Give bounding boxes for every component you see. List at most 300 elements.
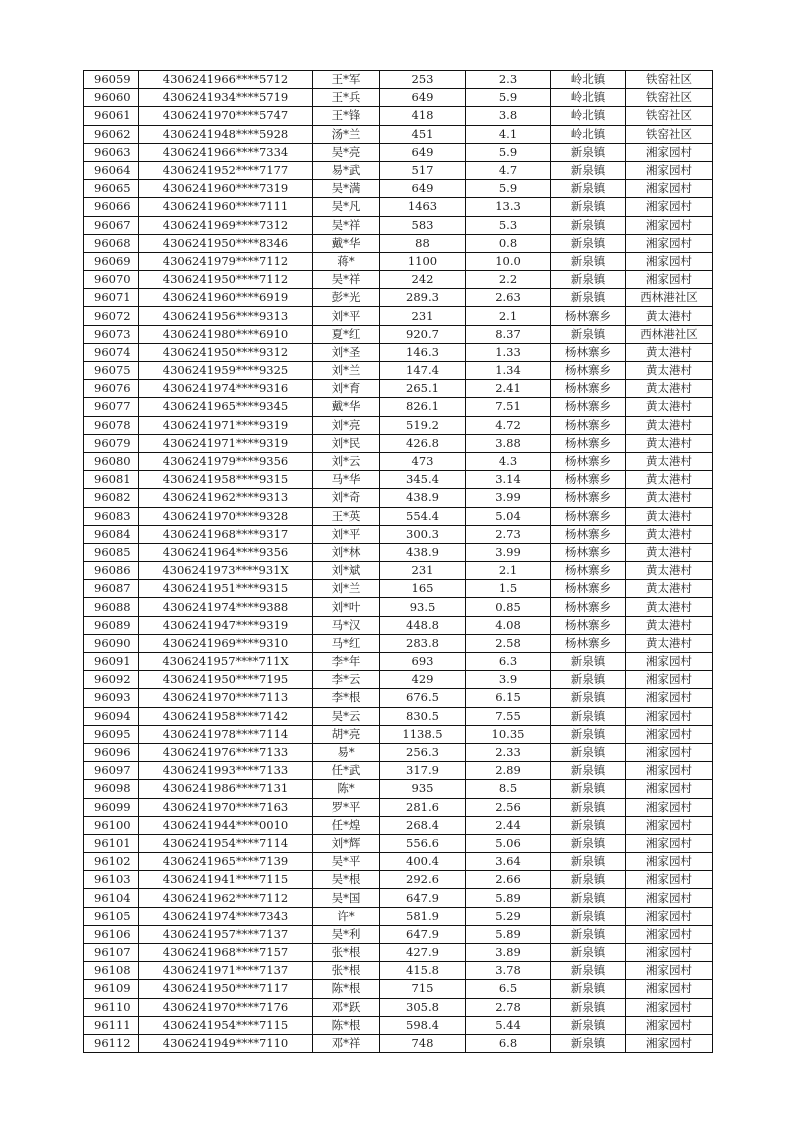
amount-cell: 427.9 bbox=[380, 944, 466, 962]
amount-cell: 935 bbox=[380, 780, 466, 798]
table-row bbox=[84, 71, 713, 89]
person-name-cell: 戴*华 bbox=[313, 234, 380, 252]
amount-cell: 268.4 bbox=[380, 816, 466, 834]
row-id-cell: 96111 bbox=[84, 1016, 139, 1034]
id-number-cell: 4306241976****7133 bbox=[139, 743, 313, 761]
township-cell: 新泉镇 bbox=[551, 998, 626, 1016]
id-number-cell: 4306241974****9388 bbox=[139, 598, 313, 616]
township-cell: 杨林寨乡 bbox=[551, 362, 626, 380]
quantity-cell: 1.5 bbox=[466, 580, 551, 598]
amount-cell: 649 bbox=[380, 180, 466, 198]
quantity-cell: 5.44 bbox=[466, 1016, 551, 1034]
village-cell: 铁窑社区 bbox=[626, 89, 713, 107]
table-row bbox=[84, 89, 713, 107]
quantity-cell: 1.33 bbox=[466, 343, 551, 361]
quantity-cell: 2.44 bbox=[466, 816, 551, 834]
village-cell: 湘家园村 bbox=[626, 689, 713, 707]
row-id-cell: 96074 bbox=[84, 343, 139, 361]
amount-cell: 93.5 bbox=[380, 598, 466, 616]
amount-cell: 429 bbox=[380, 671, 466, 689]
village-cell: 湘家园村 bbox=[626, 798, 713, 816]
village-cell: 黄太港村 bbox=[626, 362, 713, 380]
table-row bbox=[84, 525, 713, 543]
amount-cell: 647.9 bbox=[380, 925, 466, 943]
id-number-cell: 4306241974****9316 bbox=[139, 380, 313, 398]
amount-cell: 1463 bbox=[380, 198, 466, 216]
township-cell: 新泉镇 bbox=[551, 234, 626, 252]
row-id-cell: 96059 bbox=[84, 71, 139, 89]
person-name-cell: 刘*平 bbox=[313, 525, 380, 543]
amount-cell: 826.1 bbox=[380, 398, 466, 416]
row-id-cell: 96100 bbox=[84, 816, 139, 834]
township-cell: 杨林寨乡 bbox=[551, 507, 626, 525]
township-cell: 新泉镇 bbox=[551, 907, 626, 925]
person-name-cell: 马*华 bbox=[313, 471, 380, 489]
person-name-cell: 吴*祥 bbox=[313, 216, 380, 234]
township-cell: 杨林寨乡 bbox=[551, 525, 626, 543]
id-number-cell: 4306241971****9319 bbox=[139, 416, 313, 434]
id-number-cell: 4306241966****5712 bbox=[139, 71, 313, 89]
person-name-cell: 易*武 bbox=[313, 161, 380, 179]
row-id-cell: 96103 bbox=[84, 871, 139, 889]
row-id-cell: 96089 bbox=[84, 616, 139, 634]
quantity-cell: 0.85 bbox=[466, 598, 551, 616]
village-cell: 湘家园村 bbox=[626, 907, 713, 925]
id-number-cell: 4306241979****9356 bbox=[139, 452, 313, 470]
quantity-cell: 6.8 bbox=[466, 1034, 551, 1052]
table-row bbox=[84, 653, 713, 671]
quantity-cell: 5.89 bbox=[466, 889, 551, 907]
person-name-cell: 陈*根 bbox=[313, 1016, 380, 1034]
row-id-cell: 96063 bbox=[84, 143, 139, 161]
table-row bbox=[84, 143, 713, 161]
id-number-cell: 4306241957****7137 bbox=[139, 925, 313, 943]
quantity-cell: 6.3 bbox=[466, 653, 551, 671]
village-cell: 黄太港村 bbox=[626, 562, 713, 580]
quantity-cell: 2.3 bbox=[466, 71, 551, 89]
row-id-cell: 96106 bbox=[84, 925, 139, 943]
township-cell: 新泉镇 bbox=[551, 925, 626, 943]
quantity-cell: 3.99 bbox=[466, 489, 551, 507]
quantity-cell: 4.72 bbox=[466, 416, 551, 434]
id-number-cell: 4306241969****9310 bbox=[139, 634, 313, 652]
township-cell: 新泉镇 bbox=[551, 816, 626, 834]
township-cell: 新泉镇 bbox=[551, 944, 626, 962]
township-cell: 新泉镇 bbox=[551, 689, 626, 707]
quantity-cell: 4.7 bbox=[466, 161, 551, 179]
person-name-cell: 彭*光 bbox=[313, 289, 380, 307]
village-cell: 黄太港村 bbox=[626, 398, 713, 416]
id-number-cell: 4306241986****7131 bbox=[139, 780, 313, 798]
table-row bbox=[84, 307, 713, 325]
township-cell: 新泉镇 bbox=[551, 1016, 626, 1034]
person-name-cell: 刘*奇 bbox=[313, 489, 380, 507]
data-table bbox=[83, 70, 713, 1053]
township-cell: 杨林寨乡 bbox=[551, 562, 626, 580]
amount-cell: 448.8 bbox=[380, 616, 466, 634]
id-number-cell: 4306241971****9319 bbox=[139, 434, 313, 452]
village-cell: 湘家园村 bbox=[626, 252, 713, 270]
quantity-cell: 10.35 bbox=[466, 725, 551, 743]
table-row bbox=[84, 816, 713, 834]
table-row bbox=[84, 198, 713, 216]
village-cell: 湘家园村 bbox=[626, 1016, 713, 1034]
table-row bbox=[84, 689, 713, 707]
id-number-cell: 4306241960****7319 bbox=[139, 180, 313, 198]
village-cell: 湘家园村 bbox=[626, 653, 713, 671]
township-cell: 岭北镇 bbox=[551, 71, 626, 89]
id-number-cell: 4306241950****9312 bbox=[139, 343, 313, 361]
amount-cell: 649 bbox=[380, 143, 466, 161]
row-id-cell: 96090 bbox=[84, 634, 139, 652]
township-cell: 杨林寨乡 bbox=[551, 307, 626, 325]
quantity-cell: 2.73 bbox=[466, 525, 551, 543]
quantity-cell: 2.89 bbox=[466, 762, 551, 780]
township-cell: 杨林寨乡 bbox=[551, 380, 626, 398]
person-name-cell: 任*武 bbox=[313, 762, 380, 780]
person-name-cell: 吴*凡 bbox=[313, 198, 380, 216]
quantity-cell: 5.9 bbox=[466, 89, 551, 107]
township-cell: 新泉镇 bbox=[551, 216, 626, 234]
quantity-cell: 7.51 bbox=[466, 398, 551, 416]
amount-cell: 165 bbox=[380, 580, 466, 598]
township-cell: 新泉镇 bbox=[551, 871, 626, 889]
township-cell: 新泉镇 bbox=[551, 834, 626, 852]
person-name-cell: 吴*国 bbox=[313, 889, 380, 907]
row-id-cell: 96101 bbox=[84, 834, 139, 852]
table-row bbox=[84, 671, 713, 689]
township-cell: 新泉镇 bbox=[551, 1034, 626, 1052]
person-name-cell: 刘*亮 bbox=[313, 416, 380, 434]
table-row bbox=[84, 489, 713, 507]
amount-cell: 693 bbox=[380, 653, 466, 671]
quantity-cell: 3.64 bbox=[466, 853, 551, 871]
amount-cell: 242 bbox=[380, 271, 466, 289]
quantity-cell: 13.3 bbox=[466, 198, 551, 216]
township-cell: 新泉镇 bbox=[551, 962, 626, 980]
quantity-cell: 5.9 bbox=[466, 143, 551, 161]
id-number-cell: 4306241965****9345 bbox=[139, 398, 313, 416]
village-cell: 黄太港村 bbox=[626, 507, 713, 525]
table-row bbox=[84, 907, 713, 925]
village-cell: 湘家园村 bbox=[626, 725, 713, 743]
table-row bbox=[84, 853, 713, 871]
person-name-cell: 吴*云 bbox=[313, 707, 380, 725]
village-cell: 黄太港村 bbox=[626, 416, 713, 434]
amount-cell: 519.2 bbox=[380, 416, 466, 434]
table-row bbox=[84, 707, 713, 725]
person-name-cell: 陈* bbox=[313, 780, 380, 798]
row-id-cell: 96088 bbox=[84, 598, 139, 616]
person-name-cell: 王*英 bbox=[313, 507, 380, 525]
amount-cell: 400.4 bbox=[380, 853, 466, 871]
person-name-cell: 易* bbox=[313, 743, 380, 761]
table-row bbox=[84, 271, 713, 289]
id-number-cell: 4306241971****7137 bbox=[139, 962, 313, 980]
row-id-cell: 96107 bbox=[84, 944, 139, 962]
person-name-cell: 李*云 bbox=[313, 671, 380, 689]
township-cell: 岭北镇 bbox=[551, 125, 626, 143]
village-cell: 黄太港村 bbox=[626, 380, 713, 398]
village-cell: 西林港社区 bbox=[626, 289, 713, 307]
table-row bbox=[84, 998, 713, 1016]
township-cell: 新泉镇 bbox=[551, 289, 626, 307]
table-row bbox=[84, 743, 713, 761]
row-id-cell: 96082 bbox=[84, 489, 139, 507]
person-name-cell: 刘*林 bbox=[313, 543, 380, 561]
id-number-cell: 4306241954****7114 bbox=[139, 834, 313, 852]
amount-cell: 415.8 bbox=[380, 962, 466, 980]
table-row bbox=[84, 289, 713, 307]
row-id-cell: 96084 bbox=[84, 525, 139, 543]
person-name-cell: 刘*斌 bbox=[313, 562, 380, 580]
person-name-cell: 吴*利 bbox=[313, 925, 380, 943]
row-id-cell: 96083 bbox=[84, 507, 139, 525]
row-id-cell: 96068 bbox=[84, 234, 139, 252]
village-cell: 黄太港村 bbox=[626, 452, 713, 470]
township-cell: 杨林寨乡 bbox=[551, 598, 626, 616]
village-cell: 黄太港村 bbox=[626, 525, 713, 543]
amount-cell: 598.4 bbox=[380, 1016, 466, 1034]
table-row bbox=[84, 925, 713, 943]
township-cell: 新泉镇 bbox=[551, 798, 626, 816]
amount-cell: 231 bbox=[380, 307, 466, 325]
quantity-cell: 3.9 bbox=[466, 671, 551, 689]
village-cell: 湘家园村 bbox=[626, 780, 713, 798]
quantity-cell: 5.3 bbox=[466, 216, 551, 234]
id-number-cell: 4306241950****7195 bbox=[139, 671, 313, 689]
table-row bbox=[84, 834, 713, 852]
quantity-cell: 6.15 bbox=[466, 689, 551, 707]
row-id-cell: 96064 bbox=[84, 161, 139, 179]
id-number-cell: 4306241952****7177 bbox=[139, 161, 313, 179]
row-id-cell: 96092 bbox=[84, 671, 139, 689]
amount-cell: 146.3 bbox=[380, 343, 466, 361]
township-cell: 新泉镇 bbox=[551, 762, 626, 780]
quantity-cell: 4.08 bbox=[466, 616, 551, 634]
table-row bbox=[84, 362, 713, 380]
village-cell: 湘家园村 bbox=[626, 143, 713, 161]
table-row bbox=[84, 616, 713, 634]
row-id-cell: 96065 bbox=[84, 180, 139, 198]
person-name-cell: 罗*平 bbox=[313, 798, 380, 816]
id-number-cell: 4306241964****9356 bbox=[139, 543, 313, 561]
amount-cell: 473 bbox=[380, 452, 466, 470]
village-cell: 黄太港村 bbox=[626, 343, 713, 361]
id-number-cell: 4306241949****7110 bbox=[139, 1034, 313, 1052]
quantity-cell: 1.34 bbox=[466, 362, 551, 380]
township-cell: 新泉镇 bbox=[551, 725, 626, 743]
row-id-cell: 96080 bbox=[84, 452, 139, 470]
person-name-cell: 吴*满 bbox=[313, 180, 380, 198]
amount-cell: 88 bbox=[380, 234, 466, 252]
amount-cell: 517 bbox=[380, 161, 466, 179]
row-id-cell: 96075 bbox=[84, 362, 139, 380]
table-row bbox=[84, 343, 713, 361]
row-id-cell: 96086 bbox=[84, 562, 139, 580]
person-name-cell: 李*根 bbox=[313, 689, 380, 707]
id-number-cell: 4306241970****9328 bbox=[139, 507, 313, 525]
table-row bbox=[84, 507, 713, 525]
township-cell: 新泉镇 bbox=[551, 252, 626, 270]
table-row bbox=[84, 216, 713, 234]
row-id-cell: 96091 bbox=[84, 653, 139, 671]
id-number-cell: 4306241960****6919 bbox=[139, 289, 313, 307]
row-id-cell: 96066 bbox=[84, 198, 139, 216]
table-row bbox=[84, 180, 713, 198]
table-row bbox=[84, 125, 713, 143]
row-id-cell: 96081 bbox=[84, 471, 139, 489]
table-row bbox=[84, 634, 713, 652]
table-row bbox=[84, 234, 713, 252]
amount-cell: 317.9 bbox=[380, 762, 466, 780]
id-number-cell: 4306241950****7117 bbox=[139, 980, 313, 998]
village-cell: 黄太港村 bbox=[626, 434, 713, 452]
row-id-cell: 96085 bbox=[84, 543, 139, 561]
township-cell: 新泉镇 bbox=[551, 707, 626, 725]
village-cell: 黄太港村 bbox=[626, 580, 713, 598]
row-id-cell: 96060 bbox=[84, 89, 139, 107]
amount-cell: 289.3 bbox=[380, 289, 466, 307]
village-cell: 湘家园村 bbox=[626, 871, 713, 889]
township-cell: 杨林寨乡 bbox=[551, 471, 626, 489]
quantity-cell: 2.1 bbox=[466, 562, 551, 580]
person-name-cell: 张*根 bbox=[313, 962, 380, 980]
id-number-cell: 4306241979****7112 bbox=[139, 252, 313, 270]
township-cell: 新泉镇 bbox=[551, 853, 626, 871]
person-name-cell: 刘*辉 bbox=[313, 834, 380, 852]
township-cell: 杨林寨乡 bbox=[551, 580, 626, 598]
village-cell: 黄太港村 bbox=[626, 543, 713, 561]
amount-cell: 649 bbox=[380, 89, 466, 107]
row-id-cell: 96105 bbox=[84, 907, 139, 925]
amount-cell: 231 bbox=[380, 562, 466, 580]
village-cell: 湘家园村 bbox=[626, 707, 713, 725]
quantity-cell: 2.78 bbox=[466, 998, 551, 1016]
row-id-cell: 96067 bbox=[84, 216, 139, 234]
table-row bbox=[84, 471, 713, 489]
quantity-cell: 7.55 bbox=[466, 707, 551, 725]
row-id-cell: 96110 bbox=[84, 998, 139, 1016]
village-cell: 湘家园村 bbox=[626, 234, 713, 252]
quantity-cell: 3.8 bbox=[466, 107, 551, 125]
amount-cell: 583 bbox=[380, 216, 466, 234]
township-cell: 杨林寨乡 bbox=[551, 343, 626, 361]
village-cell: 湘家园村 bbox=[626, 816, 713, 834]
person-name-cell: 任*煌 bbox=[313, 816, 380, 834]
id-number-cell: 4306241962****7112 bbox=[139, 889, 313, 907]
person-name-cell: 汤*兰 bbox=[313, 125, 380, 143]
amount-cell: 283.8 bbox=[380, 634, 466, 652]
id-number-cell: 4306241970****7163 bbox=[139, 798, 313, 816]
table-row bbox=[84, 798, 713, 816]
amount-cell: 554.4 bbox=[380, 507, 466, 525]
quantity-cell: 5.04 bbox=[466, 507, 551, 525]
person-name-cell: 戴*华 bbox=[313, 398, 380, 416]
amount-cell: 438.9 bbox=[380, 543, 466, 561]
quantity-cell: 4.1 bbox=[466, 125, 551, 143]
id-number-cell: 4306241948****5928 bbox=[139, 125, 313, 143]
person-name-cell: 邓*跃 bbox=[313, 998, 380, 1016]
id-number-cell: 4306241960****7111 bbox=[139, 198, 313, 216]
id-number-cell: 4306241993****7133 bbox=[139, 762, 313, 780]
township-cell: 杨林寨乡 bbox=[551, 616, 626, 634]
person-name-cell: 李*年 bbox=[313, 653, 380, 671]
village-cell: 湘家园村 bbox=[626, 1034, 713, 1052]
person-name-cell: 王*军 bbox=[313, 71, 380, 89]
person-name-cell: 陈*根 bbox=[313, 980, 380, 998]
amount-cell: 1100 bbox=[380, 252, 466, 270]
table-row bbox=[84, 944, 713, 962]
person-name-cell: 刘*民 bbox=[313, 434, 380, 452]
table-row bbox=[84, 580, 713, 598]
quantity-cell: 5.89 bbox=[466, 925, 551, 943]
person-name-cell: 吴*亮 bbox=[313, 143, 380, 161]
village-cell: 湘家园村 bbox=[626, 980, 713, 998]
quantity-cell: 3.88 bbox=[466, 434, 551, 452]
table-row bbox=[84, 452, 713, 470]
township-cell: 杨林寨乡 bbox=[551, 543, 626, 561]
row-id-cell: 96069 bbox=[84, 252, 139, 270]
village-cell: 黄太港村 bbox=[626, 471, 713, 489]
amount-cell: 647.9 bbox=[380, 889, 466, 907]
township-cell: 新泉镇 bbox=[551, 143, 626, 161]
id-number-cell: 4306241966****7334 bbox=[139, 143, 313, 161]
table-row bbox=[84, 780, 713, 798]
id-number-cell: 4306241965****7139 bbox=[139, 853, 313, 871]
person-name-cell: 刘*平 bbox=[313, 307, 380, 325]
township-cell: 新泉镇 bbox=[551, 271, 626, 289]
township-cell: 杨林寨乡 bbox=[551, 452, 626, 470]
table-row bbox=[84, 598, 713, 616]
amount-cell: 253 bbox=[380, 71, 466, 89]
quantity-cell: 2.58 bbox=[466, 634, 551, 652]
row-id-cell: 96102 bbox=[84, 853, 139, 871]
table-row bbox=[84, 416, 713, 434]
amount-cell: 748 bbox=[380, 1034, 466, 1052]
id-number-cell: 4306241974****7343 bbox=[139, 907, 313, 925]
person-name-cell: 夏*红 bbox=[313, 325, 380, 343]
township-cell: 新泉镇 bbox=[551, 743, 626, 761]
quantity-cell: 5.9 bbox=[466, 180, 551, 198]
id-number-cell: 4306241970****5747 bbox=[139, 107, 313, 125]
village-cell: 湘家园村 bbox=[626, 671, 713, 689]
id-number-cell: 4306241970****7113 bbox=[139, 689, 313, 707]
id-number-cell: 4306241950****7112 bbox=[139, 271, 313, 289]
person-name-cell: 蒋* bbox=[313, 252, 380, 270]
id-number-cell: 4306241978****7114 bbox=[139, 725, 313, 743]
table-row bbox=[84, 871, 713, 889]
row-id-cell: 96070 bbox=[84, 271, 139, 289]
quantity-cell: 2.2 bbox=[466, 271, 551, 289]
quantity-cell: 6.5 bbox=[466, 980, 551, 998]
village-cell: 黄太港村 bbox=[626, 634, 713, 652]
quantity-cell: 3.99 bbox=[466, 543, 551, 561]
village-cell: 黄太港村 bbox=[626, 616, 713, 634]
village-cell: 黄太港村 bbox=[626, 489, 713, 507]
person-name-cell: 吴*平 bbox=[313, 853, 380, 871]
quantity-cell: 8.37 bbox=[466, 325, 551, 343]
amount-cell: 676.5 bbox=[380, 689, 466, 707]
row-id-cell: 96062 bbox=[84, 125, 139, 143]
village-cell: 湘家园村 bbox=[626, 834, 713, 852]
village-cell: 湘家园村 bbox=[626, 853, 713, 871]
quantity-cell: 5.06 bbox=[466, 834, 551, 852]
township-cell: 新泉镇 bbox=[551, 325, 626, 343]
township-cell: 新泉镇 bbox=[551, 980, 626, 998]
row-id-cell: 96109 bbox=[84, 980, 139, 998]
township-cell: 杨林寨乡 bbox=[551, 489, 626, 507]
